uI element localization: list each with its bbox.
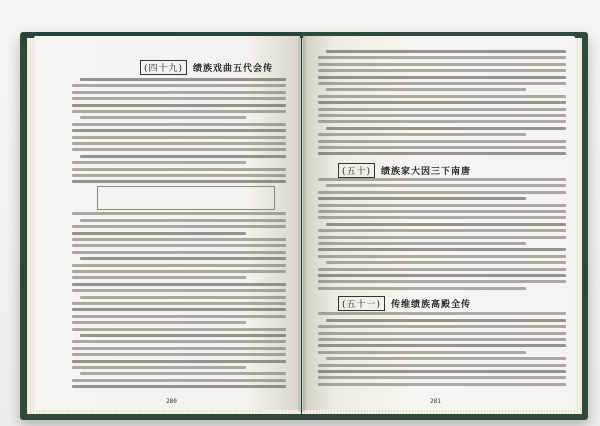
text-line: [72, 244, 286, 247]
text-line: [326, 223, 566, 226]
section-51-heading: [338, 296, 471, 311]
text-line: [318, 197, 526, 200]
text-line: [318, 268, 566, 271]
text-line: [80, 334, 286, 337]
text-line: [318, 76, 566, 79]
text-line: [318, 242, 526, 245]
text-line: [318, 274, 566, 277]
text-line: [318, 370, 566, 373]
text-line: [318, 114, 566, 117]
text-line: [72, 353, 286, 356]
left-chapter-title: 绩族戏曲五代会传: [193, 64, 274, 74]
text-line: [326, 357, 566, 360]
text-line: [318, 95, 566, 98]
text-line: [72, 283, 286, 286]
text-line: [318, 325, 566, 328]
text-line: [318, 140, 566, 143]
text-line: [72, 276, 246, 279]
text-line: [72, 161, 246, 164]
text-line: [72, 264, 286, 267]
text-line: [318, 351, 526, 354]
text-line: [318, 146, 566, 149]
left-quote-box: [97, 186, 275, 210]
text-line: [318, 216, 566, 219]
text-line: [72, 84, 286, 87]
text-line: [318, 63, 566, 66]
text-line: [318, 364, 566, 367]
text-line: [72, 238, 286, 241]
left-chapter-heading: [140, 60, 273, 75]
text-line: [318, 101, 566, 104]
text-line: [318, 82, 566, 85]
section-50-heading: [338, 163, 471, 178]
section-51-title: 传维绩族高殿全传: [391, 300, 472, 310]
text-line: [80, 78, 286, 81]
text-line: [326, 261, 566, 264]
text-line: [72, 168, 286, 171]
text-line: [72, 385, 286, 388]
text-line: [318, 178, 566, 181]
text-line: [72, 328, 286, 331]
text-line: [326, 319, 566, 322]
text-line: [318, 56, 566, 59]
text-line: [72, 366, 246, 369]
left-chapter-number: (四十九): [140, 60, 187, 75]
text-line: [318, 133, 526, 136]
text-line: [72, 180, 286, 183]
text-line: [72, 136, 286, 139]
text-line: [80, 116, 246, 119]
text-line: [80, 296, 286, 299]
text-line: [72, 379, 286, 382]
text-line: [72, 97, 286, 100]
text-line: [318, 108, 566, 111]
text-line: [80, 257, 286, 260]
text-line: [72, 212, 286, 215]
text-line: [318, 332, 566, 335]
book-gutter: [297, 36, 307, 412]
text-line: [318, 312, 566, 315]
text-line: [326, 50, 566, 53]
text-line: [326, 184, 566, 187]
text-line: [72, 347, 286, 350]
text-line: [72, 110, 286, 113]
text-line: [72, 321, 246, 324]
section-50-title: 绩族家大因三下南唐: [381, 167, 472, 177]
text-line: [318, 191, 566, 194]
text-line: [318, 338, 566, 341]
left-page-number: 280: [166, 398, 177, 405]
text-line: [72, 104, 286, 107]
right-page-number: 281: [430, 398, 441, 405]
text-line: [318, 152, 566, 155]
text-line: [72, 129, 286, 132]
text-line: [72, 148, 286, 151]
text-line: [318, 255, 566, 258]
text-line: [326, 88, 526, 91]
text-line: [72, 174, 286, 177]
text-line: [72, 302, 286, 305]
text-line: [72, 251, 286, 254]
text-line: [72, 123, 286, 126]
text-line: [72, 142, 286, 145]
section-51-number: (五十一): [338, 296, 385, 311]
text-line: [318, 229, 566, 232]
text-line: [318, 69, 566, 72]
text-line: [318, 376, 566, 379]
text-line: [318, 287, 526, 290]
text-line: [318, 210, 566, 213]
text-line: [72, 315, 286, 318]
text-line: [72, 289, 286, 292]
text-line: [72, 270, 286, 273]
text-line: [72, 91, 286, 94]
text-line: [72, 232, 246, 235]
text-line: [318, 248, 566, 251]
text-line: [72, 308, 286, 311]
text-line: [80, 219, 286, 222]
text-line: [72, 225, 286, 228]
section-50-number: (五十): [338, 163, 375, 178]
text-line: [326, 127, 566, 130]
text-line: [318, 383, 566, 386]
text-line: [318, 236, 566, 239]
text-line: [318, 280, 566, 283]
text-line: [80, 155, 286, 158]
text-line: [80, 372, 286, 375]
text-line: [318, 120, 566, 123]
text-line: [72, 360, 286, 363]
text-line: [318, 204, 566, 207]
text-line: [72, 340, 286, 343]
text-line: [318, 344, 566, 347]
